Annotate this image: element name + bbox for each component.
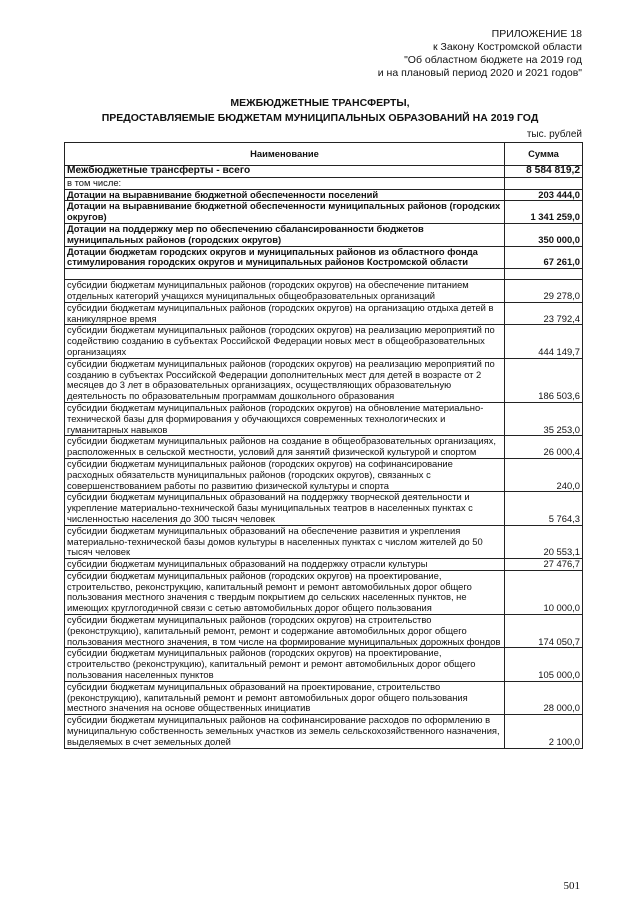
row-name: Дотации бюджетам городских округов и муниципальных районов из областного фонда стимулирования городских округов и муниципальных районов Костромской области xyxy=(65,246,505,269)
row-sum: 2 100,0 xyxy=(505,715,583,748)
table-row xyxy=(65,177,583,189)
row-name: Дотации на выравнивание бюджетной обеспеченности поселений xyxy=(65,189,505,201)
row-name: субсидии бюджетам муниципальных районов (городских округов) на реализацию мероприятий по содействию созданию в субъектах Российской Федерации новых мест в общеобразовательных организациях xyxy=(65,325,505,358)
table-row xyxy=(65,189,583,201)
row-sum: 27 476,7 xyxy=(505,559,583,571)
table-row xyxy=(65,715,583,748)
row-name: в том числе: xyxy=(65,177,505,189)
title-line-1: МЕЖБЮДЖЕТНЫЕ ТРАНСФЕРТЫ, xyxy=(230,97,410,109)
row-sum: 35 253,0 xyxy=(505,402,583,435)
header-name: Наименование xyxy=(65,143,505,166)
table-row xyxy=(65,681,583,714)
row-name: Дотации на поддержку мер по обеспечению сбалансированности бюджетов муниципальных районов (городских округов) xyxy=(65,223,505,246)
appendix-law-title: "Об областном бюджете на 2019 год xyxy=(404,54,582,66)
row-sum: 23 792,4 xyxy=(505,302,583,325)
appendix-number: ПРИЛОЖЕНИЕ 18 xyxy=(491,28,582,40)
table-row xyxy=(65,570,583,614)
row-name: субсидии бюджетам муниципальных районов (городских округов) на строительство (реконструкцию), капитальный ремонт, ремонт и содержание автомобильных дорог общего пользования местного значения, в том числе на формирование муниципальных дорожных фондов xyxy=(65,615,505,648)
row-name: субсидии бюджетам муниципальных образований на проектирование, строительство (реконструкцию), капитальный ремонт и ремонт автомобильных дорог общего пользования местного значения на основе общественных инициатив xyxy=(65,681,505,714)
table-row-total xyxy=(65,166,583,178)
table-row xyxy=(65,525,583,558)
row-name: субсидии бюджетам муниципальных районов (городских округов) на софинансирование расходных обязательств муниципальных районов (городских округов), связанных с совершенствованием работы по развитию физической культуры и спорта xyxy=(65,458,505,491)
table-row xyxy=(65,648,583,681)
row-sum: 28 000,0 xyxy=(505,681,583,714)
row-sum: 5 764,3 xyxy=(505,492,583,525)
table-row xyxy=(65,559,583,571)
row-sum: 10 000,0 xyxy=(505,570,583,614)
row-sum: 350 000,0 xyxy=(505,223,583,246)
row-name: Дотации на выравнивание бюджетной обеспеченности муниципальных районов (городских округов) xyxy=(65,201,505,224)
title-line-2: ПРЕДОСТАВЛЯЕМЫЕ БЮДЖЕТАМ МУНИЦИПАЛЬНЫХ ОБРАЗОВАНИЙ НА 2019 ГОД xyxy=(101,112,539,124)
row-sum xyxy=(505,177,583,189)
row-sum: 240,0 xyxy=(505,458,583,491)
row-name: субсидии бюджетам муниципальных районов (городских округов) на обеспечение питанием отдельных категорий учащихся муниципальных общеобразовательных организаций xyxy=(65,280,505,303)
table-row-empty xyxy=(65,269,583,280)
row-sum: 29 278,0 xyxy=(505,280,583,303)
transfers-table xyxy=(64,142,583,749)
table-row xyxy=(65,246,583,269)
row-sum: 26 000,4 xyxy=(505,436,583,459)
row-name: субсидии бюджетам муниципальных образований на поддержку отрасли культуры xyxy=(65,559,505,571)
table-row xyxy=(65,615,583,648)
row-sum: 203 444,0 xyxy=(505,189,583,201)
row-sum: 20 553,1 xyxy=(505,525,583,558)
appendix-law: к Закону Костромской области xyxy=(433,41,582,53)
table-row xyxy=(65,302,583,325)
units-label: тыс. рублей xyxy=(526,129,582,140)
table-row xyxy=(65,280,583,303)
row-name: субсидии бюджетам муниципальных районов (городских округов) на проектирование, строительство (реконструкцию), капитальный ремонт и ремонт автомобильных дорог общего пользования населенных пунктов xyxy=(65,648,505,681)
row-name: субсидии бюджетам муниципальных районов (городских округов) на проектирование, строительство, реконструкцию, капитальный ремонт и ремонт автомобильных дорог общего пользования местного значения с твердым покрытием до сельских населенных пунктов, не имеющих круглогодичной связи с сетью автомобильных дорог общего пользования xyxy=(65,570,505,614)
appendix-law-period: и на плановый период 2020 и 2021 годов" xyxy=(377,67,582,79)
row-sum xyxy=(505,269,583,280)
row-sum: 8 584 819,2 xyxy=(505,166,583,178)
row-name: субсидии бюджетам муниципальных образований на поддержку творческой деятельности и укрепление материально-технической базы муниципальных театров в населенных пунктах с численностью населения до 300 тысяч человек xyxy=(65,492,505,525)
row-sum: 1 341 259,0 xyxy=(505,201,583,224)
table-row xyxy=(65,325,583,358)
row-sum: 186 503,6 xyxy=(505,358,583,402)
row-sum: 444 149,7 xyxy=(505,325,583,358)
table-row xyxy=(65,492,583,525)
table-row xyxy=(65,436,583,459)
row-name: субсидии бюджетам муниципальных районов (городских округов) на организацию отдыха детей в каникулярное время xyxy=(65,302,505,325)
row-sum: 67 261,0 xyxy=(505,246,583,269)
table-row xyxy=(65,201,583,224)
header-sum: Сумма xyxy=(505,143,583,166)
document-title xyxy=(0,96,640,126)
row-sum: 174 050,7 xyxy=(505,615,583,648)
row-sum: 105 000,0 xyxy=(505,648,583,681)
row-name: субсидии бюджетам муниципальных районов на создание в общеобразовательных организациях, расположенных в сельской местности, условий для занятий физической культурой и спортом xyxy=(65,436,505,459)
row-name: субсидии бюджетам муниципальных образований на обеспечение развития и укрепления материально-технической базы домов культуры в населенных пунктах с числом жителей до 50 тысяч человек xyxy=(65,525,505,558)
row-name: субсидии бюджетам муниципальных районов (городских округов) на реализацию мероприятий по созданию в субъектах Российской Федерации дополнительных мест для детей в возрасте от 2 месяцев до 3 лет в образовательных организациях, осуществляющих образовательную деятельность по образовательным программам дошкольного образования xyxy=(65,358,505,402)
table-header-row xyxy=(65,143,583,166)
row-name: субсидии бюджетам муниципальных районов (городских округов) на обновление материально-технической базы для формирования у обучающихся современных технологических и гуманитарных навыков xyxy=(65,402,505,435)
page-number: 501 xyxy=(563,880,580,892)
row-name: субсидии бюджетам муниципальных районов на софинансирование расходов по оформлению в муниципальную собственность земельных участков из земель сельскохозяйственного назначения, выделяемых в счет земельных долей xyxy=(65,715,505,748)
row-name: Межбюджетные трансферты - всего xyxy=(65,166,505,178)
table-row xyxy=(65,402,583,435)
table-row xyxy=(65,223,583,246)
table-row xyxy=(65,358,583,402)
table-row xyxy=(65,458,583,491)
row-name xyxy=(65,269,505,280)
appendix-header xyxy=(378,28,582,80)
